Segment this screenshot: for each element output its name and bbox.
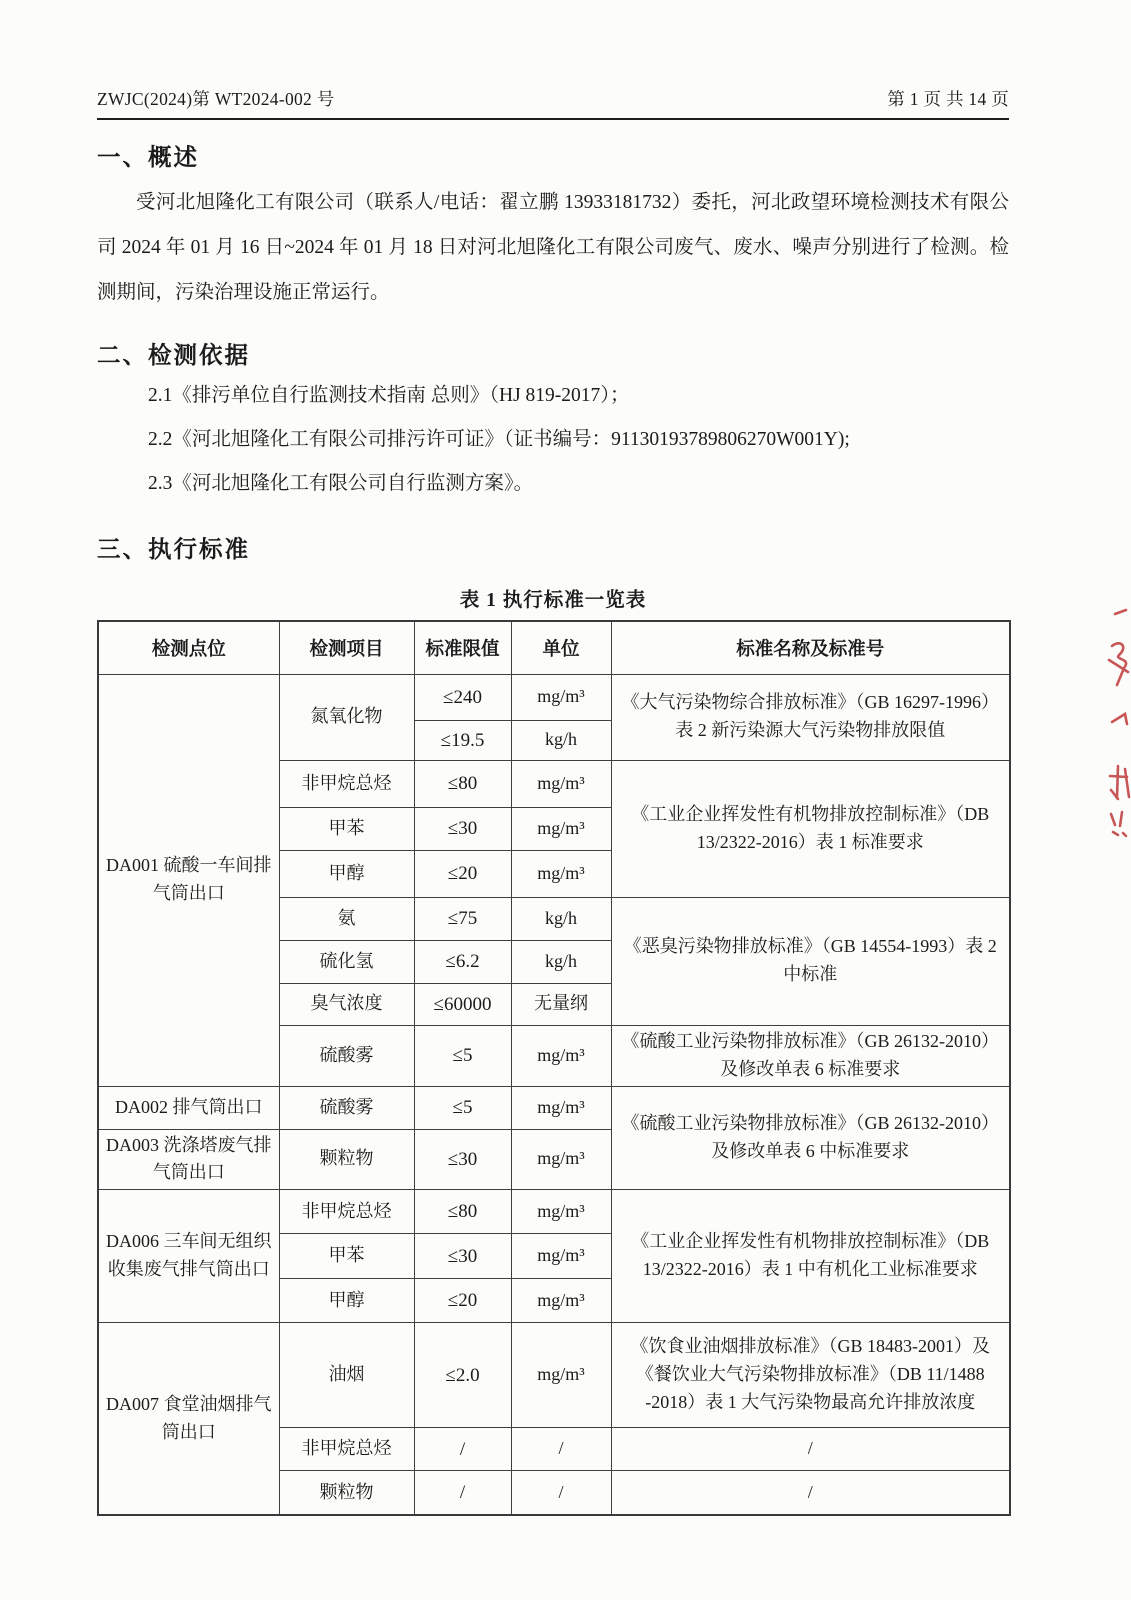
unit-cell: mg/m³ [511, 807, 611, 850]
unit-cell: mg/m³ [511, 850, 611, 897]
unit-cell: mg/m³ [511, 1279, 611, 1323]
item-cell: 非甲烷总烃 [279, 1190, 414, 1234]
item-cell: 臭气浓度 [279, 983, 414, 1025]
basis-list [97, 374, 1009, 506]
unit-cell: / [511, 1428, 611, 1471]
table-row [98, 1323, 1010, 1428]
limit-cell: / [414, 1428, 511, 1471]
standards-table [97, 620, 1011, 1516]
limit-cell: ≤30 [414, 1234, 511, 1279]
basis-item-3: 2.3《河北旭隆化工有限公司自行监测方案》。 [148, 472, 534, 494]
section-title-basis: 二、检测依据 [97, 342, 250, 369]
limit-cell: ≤75 [414, 897, 511, 940]
limit-cell: ≤6.2 [414, 940, 511, 983]
unit-cell: / [511, 1471, 611, 1515]
limit-cell: ≤60000 [414, 983, 511, 1025]
item-cell: 颗粒物 [279, 1471, 414, 1515]
running-header [97, 0, 1009, 120]
point-da001: DA001 硫酸一车间排气筒出口 [98, 674, 279, 1086]
limit-cell: ≤80 [414, 1190, 511, 1234]
item-cell: 甲苯 [279, 807, 414, 850]
limit-cell: ≤20 [414, 850, 511, 897]
limit-cell: / [414, 1471, 511, 1515]
standard-cell: 《大气污染物综合排放标准》（GB 16297-1996）表 2 新污染源大气污染物排放限值 [611, 674, 1010, 760]
unit-cell: 无量纲 [511, 983, 611, 1025]
unit-cell: mg/m³ [511, 1234, 611, 1279]
point-da006: DA006 三车间无组织收集废气排气筒出口 [98, 1190, 279, 1323]
item-cell: 甲醇 [279, 1279, 414, 1323]
item-cell: 硫酸雾 [279, 1086, 414, 1129]
point-da007: DA007 食堂油烟排气筒出口 [98, 1323, 279, 1515]
unit-cell: kg/h [511, 720, 611, 760]
col-header-unit: 单位 [511, 621, 611, 675]
standard-cell: 《硫酸工业污染物排放标准》（GB 26132-2010）及修改单表 6 中标准要求 [611, 1086, 1010, 1190]
item-cell: 硫化氢 [279, 940, 414, 983]
limit-cell: ≤19.5 [414, 720, 511, 760]
point-da003: DA003 洗涤塔废气排气筒出口 [98, 1129, 279, 1190]
standard-cell: 《饮食业油烟排放标准》（GB 18483-2001）及《餐饮业大气污染物排放标准》（DB 11/1488 -2018）表 1 大气污染物最高允许排放浓度 [611, 1323, 1010, 1428]
limit-cell: ≤30 [414, 807, 511, 850]
limit-cell: ≤5 [414, 1025, 511, 1086]
standard-cell: 《恶臭污染物排放标准》（GB 14554-1993）表 2 中标准 [611, 897, 1010, 1025]
limit-cell: ≤80 [414, 760, 511, 807]
unit-cell: mg/m³ [511, 1086, 611, 1129]
overview-paragraph: 受河北旭隆化工有限公司（联系人/电话：翟立鹏 13933181732）委托，河北政望环境检测技术有限公司 2024 年 01 月 16 日~2024 年 01 月 18 日对河北旭隆化工有限公司废气、废水、噪声分别进行了检测。检测期间，污染治理设施正常运行。 [97, 192, 1009, 303]
col-header-limit: 标准限值 [414, 621, 511, 675]
table-row [98, 674, 1010, 720]
item-cell: 非甲烷总烃 [279, 760, 414, 807]
limit-cell: ≤30 [414, 1129, 511, 1190]
table-row [98, 1190, 1010, 1234]
item-cell: 油烟 [279, 1323, 414, 1428]
col-header-item: 检测项目 [279, 621, 414, 675]
item-cell: 氨 [279, 897, 414, 940]
unit-cell: mg/m³ [511, 1129, 611, 1190]
document-content [97, 0, 1009, 1516]
item-cell: 甲苯 [279, 1234, 414, 1279]
basis-item-2: 2.2《河北旭隆化工有限公司排污许可证》（证书编号：91130193789806270W001Y); [148, 428, 850, 450]
unit-cell: kg/h [511, 897, 611, 940]
item-cell: 非甲烷总烃 [279, 1428, 414, 1471]
standard-cell: 《硫酸工业污染物排放标准》（GB 26132-2010）及修改单表 6 标准要求 [611, 1025, 1010, 1086]
unit-cell: mg/m³ [511, 1190, 611, 1234]
limit-cell: ≤20 [414, 1279, 511, 1323]
section-title-standards: 三、执行标准 [97, 536, 250, 563]
basis-item-1: 2.1《排污单位自行监测技术指南 总则》（HJ 819-2017）； [148, 384, 630, 406]
item-cell: 硫酸雾 [279, 1025, 414, 1086]
col-header-standard: 标准名称及标准号 [611, 621, 1010, 675]
limit-cell: ≤5 [414, 1086, 511, 1129]
section-title-overview: 一、概述 [97, 145, 199, 171]
unit-cell: mg/m³ [511, 674, 611, 720]
standard-cell: / [611, 1471, 1010, 1515]
point-da002: DA002 排气筒出口 [98, 1086, 279, 1129]
limit-cell: ≤240 [414, 674, 511, 720]
unit-cell: mg/m³ [511, 1025, 611, 1086]
unit-cell: mg/m³ [511, 760, 611, 807]
standard-cell: 《工业企业挥发性有机物排放控制标准》（DB 13/2322-2016）表 1 中有机化工业标准要求 [611, 1190, 1010, 1323]
item-cell: 甲醇 [279, 850, 414, 897]
col-header-point: 检测点位 [98, 621, 279, 675]
standard-cell: 《工业企业挥发性有机物排放控制标准》（DB 13/2322-2016）表 1 标准要求 [611, 760, 1010, 897]
item-cell: 颗粒物 [279, 1129, 414, 1190]
unit-cell: mg/m³ [511, 1323, 611, 1428]
unit-cell: kg/h [511, 940, 611, 983]
limit-cell: ≤2.0 [414, 1323, 511, 1428]
red-ink-marks [1085, 604, 1131, 839]
item-cell: 氮氧化物 [279, 674, 414, 760]
doc-number: ZWJC(2024)第 WT2024-002 号 [97, 89, 335, 109]
page-indicator: 第 1 页 共 14 页 [887, 89, 1009, 109]
standard-cell: / [611, 1428, 1010, 1471]
table-header-row [98, 621, 1010, 675]
table-row [98, 1086, 1010, 1129]
table-title: 表 1 执行标准一览表 [459, 589, 647, 611]
